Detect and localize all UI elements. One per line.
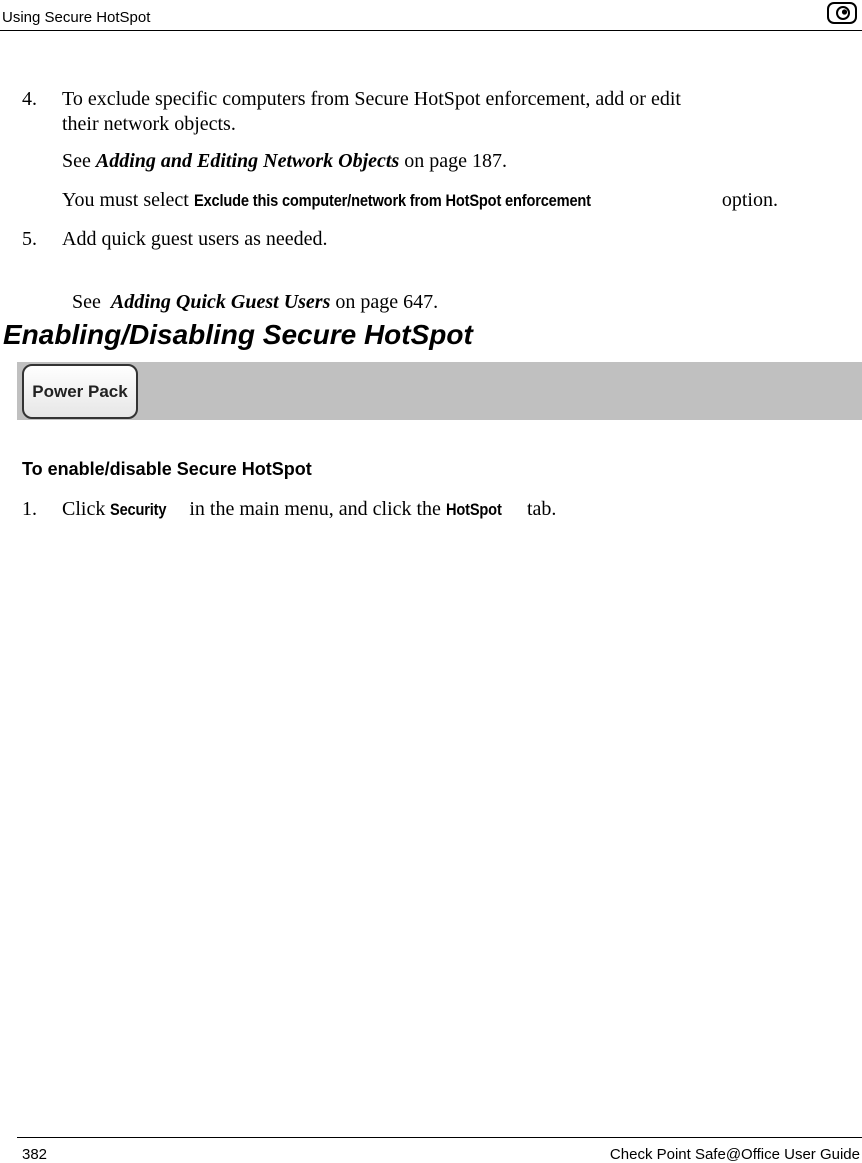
option-name: Exclude this computer/network from HotSpot enforcement [193, 191, 591, 210]
see-suffix: on page 647. [330, 291, 439, 313]
step-prefix: Click [62, 498, 111, 520]
step-text [62, 497, 556, 522]
step-number: 5. [22, 228, 37, 250]
note-line [62, 188, 778, 213]
footer-rule [17, 1137, 862, 1138]
cross-reference-link[interactable]: Adding Quick Guest Users [110, 291, 331, 313]
see-prefix: See [72, 291, 111, 313]
cross-reference-link[interactable]: Adding and Editing Network Objects [95, 150, 400, 172]
see-reference [62, 266, 438, 314]
power-pack-banner [17, 362, 862, 420]
step-suffix: tab. [521, 498, 557, 520]
step-number: 4. [22, 88, 37, 110]
step-number: 1. [22, 498, 37, 520]
power-pack-badge: Power Pack [22, 364, 138, 419]
running-header-title: Using Secure HotSpot [2, 9, 151, 26]
step-text-continued: their network objects. [62, 113, 236, 135]
tab-name: HotSpot [445, 500, 502, 519]
see-prefix: See [62, 150, 96, 172]
note-prefix: You must select [62, 189, 194, 211]
step-text: Add quick guest users as needed. [62, 228, 328, 250]
check-point-logo-icon [827, 1, 857, 25]
see-reference [62, 149, 507, 173]
procedure-title: To enable/disable Secure HotSpot [22, 459, 312, 479]
note-suffix: option. [716, 189, 778, 211]
page-number: 382 [22, 1146, 48, 1163]
menu-name: Security [110, 500, 167, 519]
step-middle: in the main menu, and click the [184, 498, 446, 520]
section-title: Enabling/Disabling Secure HotSpot [3, 319, 473, 350]
step-text: To exclude specific computers from Secure HotSpot enforcement, add or edit [62, 88, 681, 110]
see-suffix: on page 187. [399, 150, 508, 172]
header-rule [0, 30, 862, 31]
guide-title: Check Point Safe@Office User Guide [609, 1146, 860, 1163]
